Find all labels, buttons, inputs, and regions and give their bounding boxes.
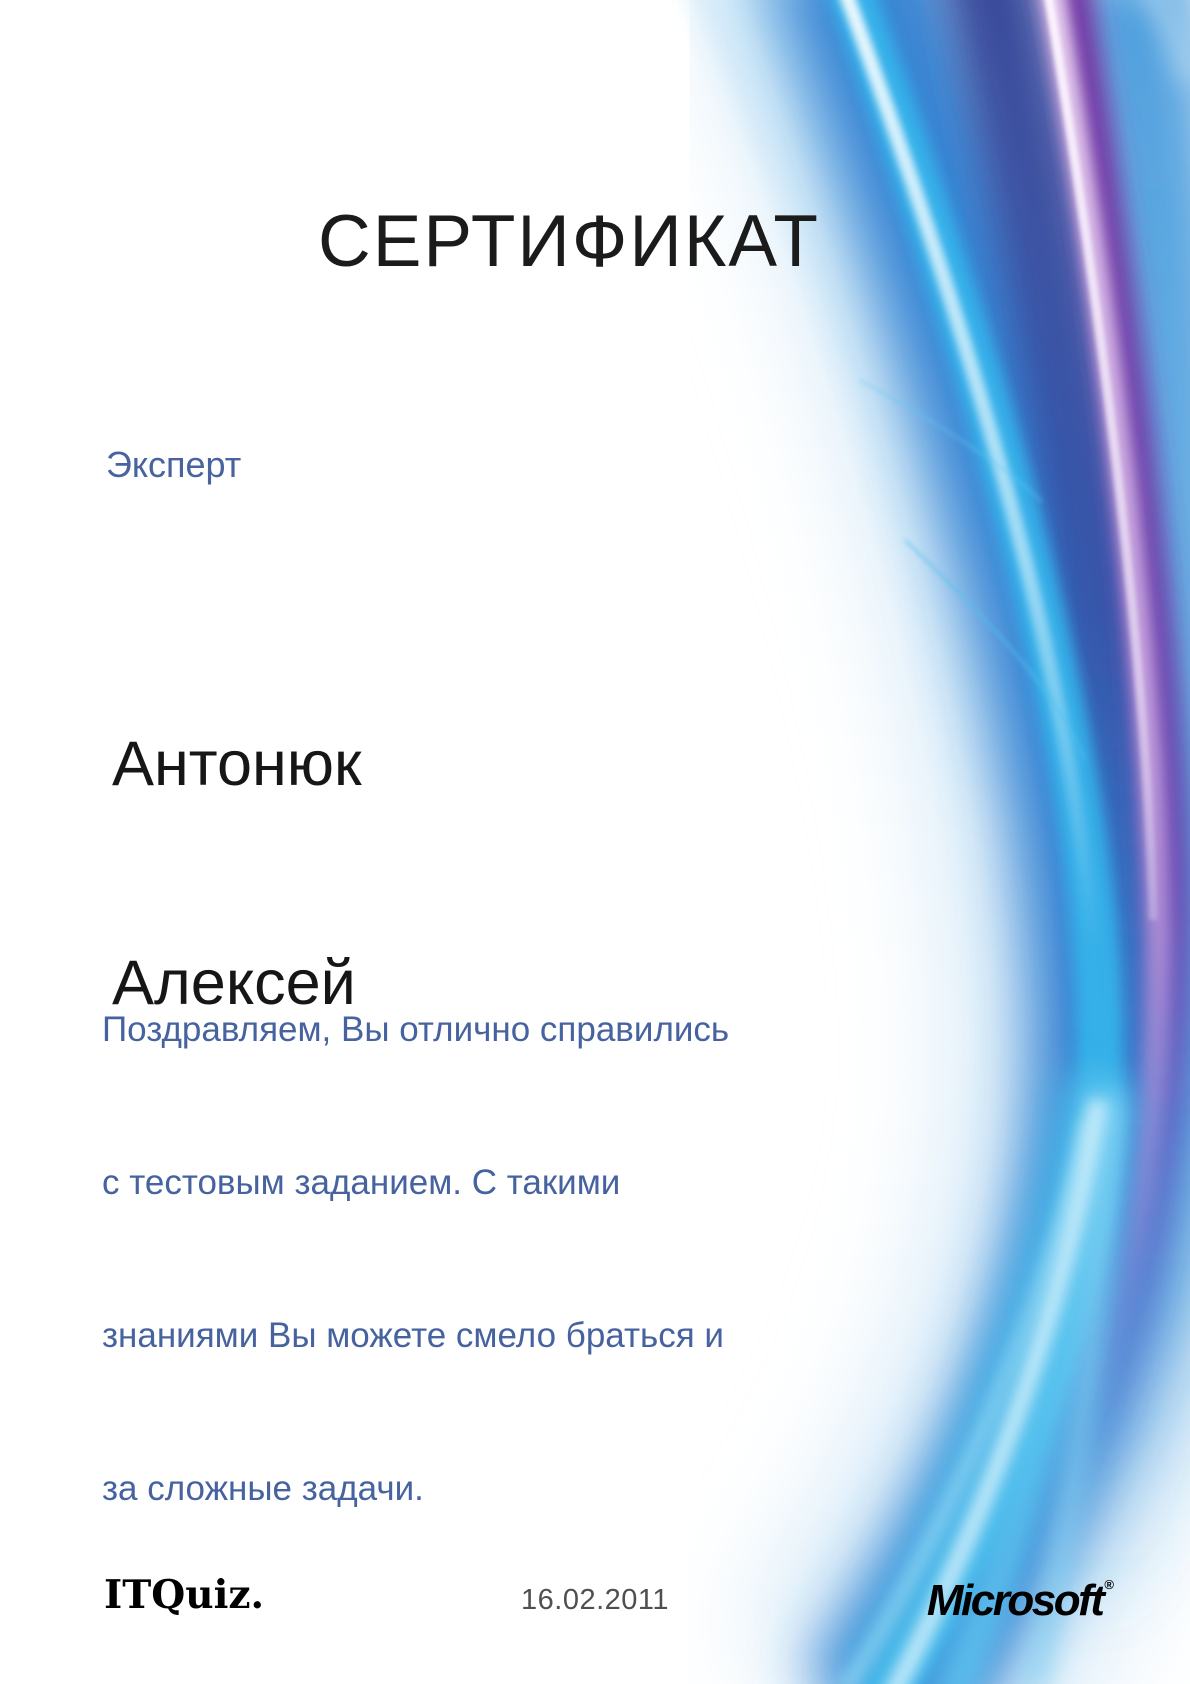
recipient-name-line: Антонюк [112, 729, 362, 799]
microsoft-logo-text: Microsoft [926, 1576, 1103, 1625]
message-line: Поздравляем, Вы отлично справились [102, 1010, 730, 1049]
recipient-name-line: Алексей [112, 948, 356, 1018]
message-line: с тестовым заданием. С такими [102, 1163, 621, 1202]
congratulation-message [102, 902, 729, 1616]
certificate-title: СЕРТИФИКАТ [318, 201, 820, 282]
message-line: знаниями Вы можете смело браться и [102, 1316, 724, 1355]
microsoft-logo [927, 1576, 1114, 1626]
certificate-date: 16.02.2011 [521, 1584, 669, 1616]
message-line: за сложные задачи. [102, 1469, 424, 1508]
registered-mark-icon: ® [1104, 1577, 1114, 1592]
issuer-logo: ITQuiz. [104, 1572, 265, 1618]
role-label: Эксперт [106, 444, 242, 485]
